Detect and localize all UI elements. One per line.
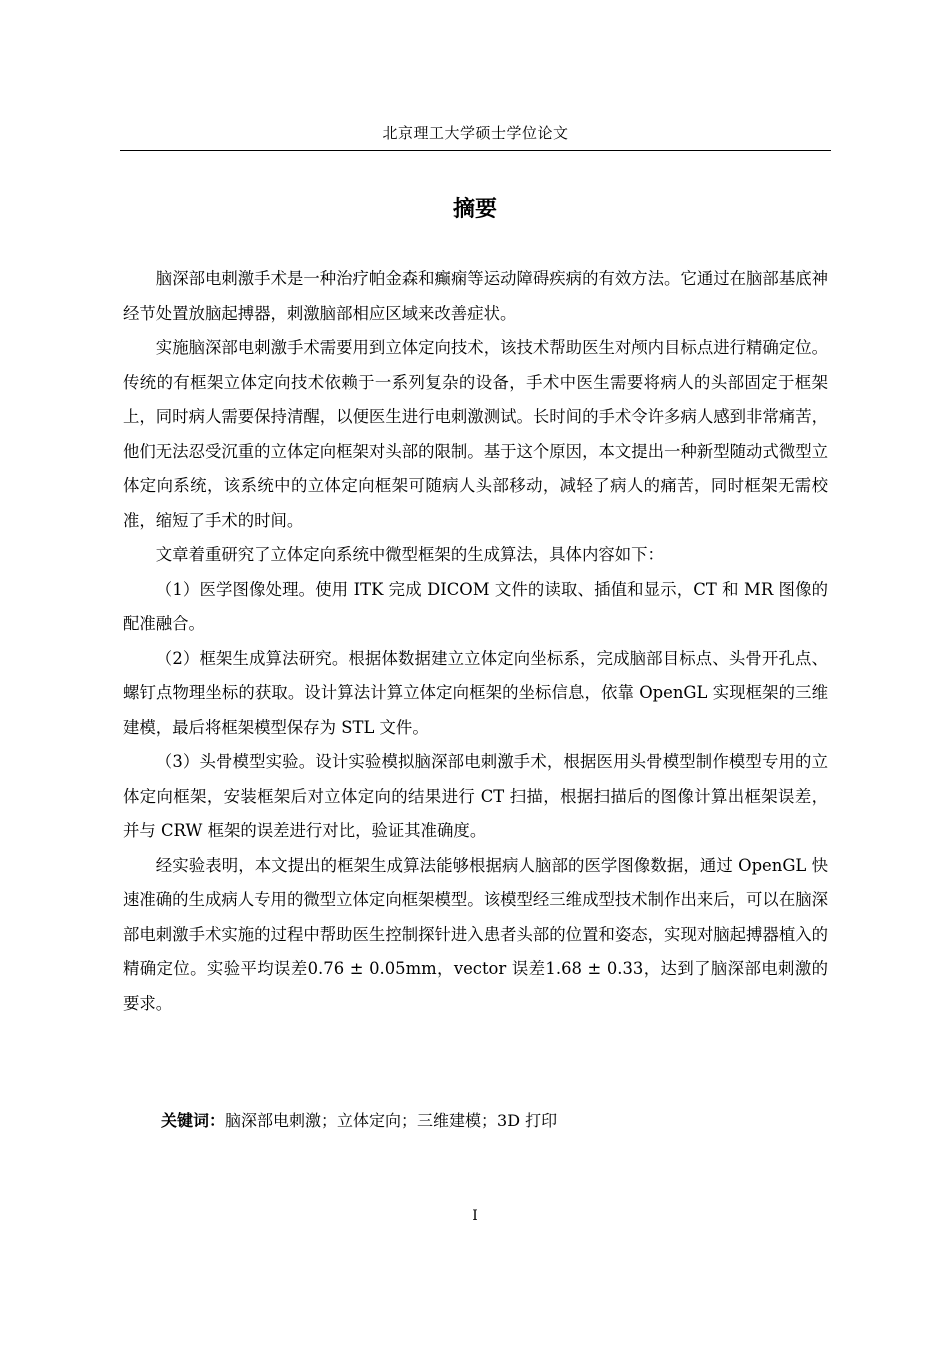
paragraph: （1）医学图像处理。使用 ITK 完成 DICOM 文件的读取、插值和显示，CT 和 MR 图像的配准融合。: [123, 579, 828, 633]
running-header: 北京理工大学硕士学位论文: [382, 124, 569, 142]
abstract-title: 摘要: [452, 197, 497, 222]
paragraph: （2）框架生成算法研究。根据体数据建立立体定向坐标系，完成脑部目标点、头骨开孔点、螺钉点物理坐标的获取。设计算法计算立体定向框架的坐标信息，依靠 OpenGL 实现框架的三维建模，最后将框架模型保存为 STL 文件。: [123, 648, 828, 737]
paragraph: 实施脑深部电刺激手术需要用到立体定向技术，该技术帮助医生对颅内目标点进行精确定位。传统的有框架立体定向技术依赖于一系列复杂的设备，手术中医生需要将病人的头部固定于框架上，同时病人需要保持清醒，以便医生进行电刺激测试。长时间的手术令许多病人感到非常痛苦，他们无法忍受沉重的立体定向框架对头部的限制。基于这个原因，本文提出一种新型随动式微型立体定向系统，该系统中的立体定向框架可随病人头部移动，减轻了病人的痛苦，同时框架无需校准，缩短了手术的时间。: [123, 338, 828, 530]
header-rule: [120, 150, 831, 151]
paragraph: 脑深部电刺激手术是一种治疗帕金森和癫痫等运动障碍疾病的有效方法。它通过在脑部基底神经节处置放脑起搏器，刺激脑部相应区域来改善症状。: [123, 269, 828, 323]
keywords-label: 关键词：: [161, 1111, 226, 1130]
abstract-body: [123, 262, 828, 1021]
keywords: [161, 1108, 557, 1131]
page-number: I: [472, 1208, 478, 1224]
paragraph: （3）头骨模型实验。设计实验模拟脑深部电刺激手术，根据医用头骨模型制作模型专用的立体定向框架，安装框架后对立体定向的结果进行 CT 扫描，根据扫描后的图像计算出框架误差，并与 CRW 框架的误差进行对比，验证其准确度。: [123, 752, 828, 840]
paragraph: 文章着重研究了立体定向系统中微型框架的生成算法，具体内容如下：: [155, 545, 664, 564]
paragraph: 经实验表明，本文提出的框架生成算法能够根据病人脑部的医学图像数据，通过 OpenGL 快速准确的生成病人专用的微型立体定向框架模型。该模型经三维成型技术制作出来后，可以在脑深部电刺激手术实施的过程中帮助医生控制探针进入患者头部的位置和姿态，实现对脑起搏器植入的精确定位。实验平均误差0.76 ± 0.05mm，vector 误差1.68 ± 0.33，达到了脑深部电刺激的要求。: [123, 855, 828, 1013]
keywords-value: 脑深部电刺激；立体定向；三维建模；3D 打印: [225, 1111, 558, 1130]
